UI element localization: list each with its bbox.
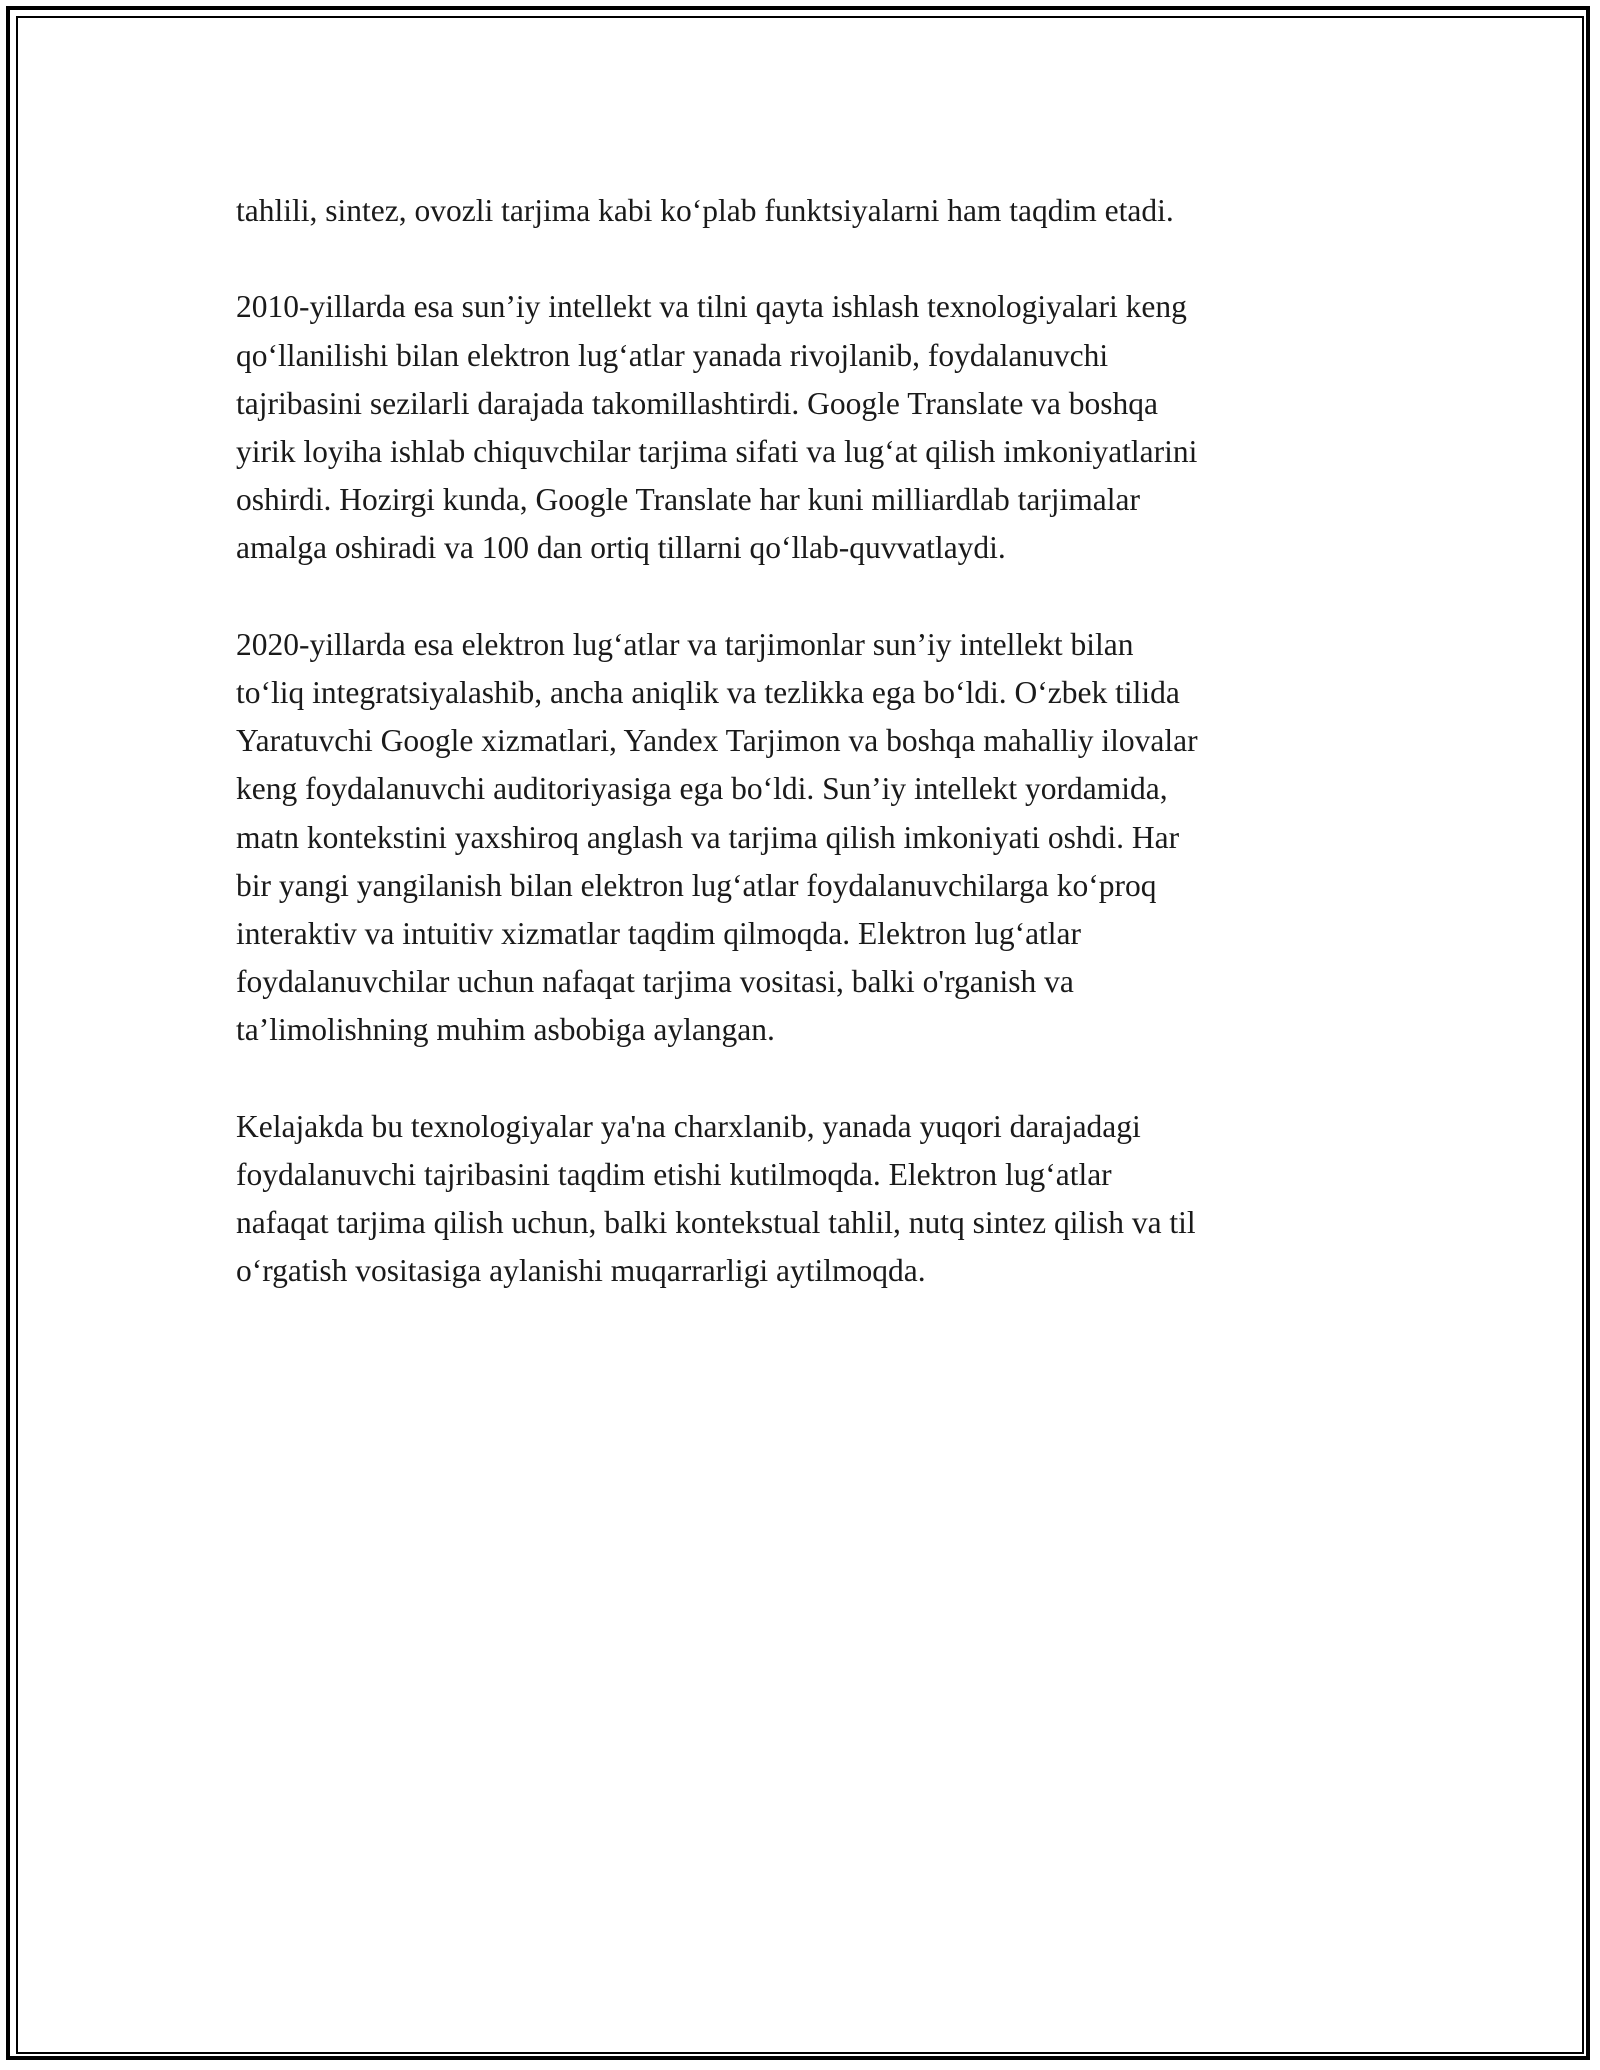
- paragraph-2: [236, 283, 1376, 572]
- text-line: ta’limolishning muhim asbobiga aylangan.: [236, 1012, 775, 1048]
- text-line: oshirdi. Hozirgi kunda, Google Translate har kuni milliardlab tarjimalar: [236, 482, 1140, 518]
- text-line: qo‘llanilishi bilan elektron lug‘atlar yanada rivojlanib, foydalanuvchi: [236, 337, 1109, 373]
- text-line: foydalanuvchilar uchun nafaqat tarjima vositasi, balki o'rganish va: [236, 964, 1074, 1000]
- text-line: tahlili, sintez, ovozli tarjima kabi ko‘plab funktsiyalarni ham taqdim etadi.: [236, 193, 1174, 228]
- text-line: amalga oshiradi va 100 dan ortiq tillarni qo‘llab-quvvatlaydi.: [236, 530, 1006, 566]
- text-line: Kelajakda bu texnologiyalar ya'na charxlanib, yanada yuqori darajadagi: [236, 1108, 1141, 1144]
- paragraph-4: [236, 1103, 1376, 1296]
- paragraph-1: [236, 187, 1376, 235]
- text-line: o‘rgatish vositasiga aylanishi muqarrarligi aytilmoqda.: [236, 1253, 926, 1289]
- text-line: foydalanuvchi tajribasini taqdim etishi kutilmoqda. Elektron lug‘atlar: [236, 1157, 1112, 1193]
- text-line: nafaqat tarjima qilish uchun, balki kontekstual tahlil, nutq sintez qilish va til: [236, 1205, 1196, 1241]
- text-line: Yaratuvchi Google xizmatlari, Yandex Tarjimon va boshqa mahalliy ilovalar: [236, 723, 1198, 759]
- paragraph-3: [236, 621, 1376, 1055]
- document-body: [236, 187, 1376, 1296]
- text-line: 2010-yillarda esa sun’iy intellekt va tilni qayta ishlash texnologiyalari keng: [236, 289, 1187, 325]
- text-line: matn kontekstini yaxshiroq anglash va tarjima qilish imkoniyati oshdi. Har: [236, 819, 1180, 855]
- text-line: keng foydalanuvchi auditoriyasiga ega bo‘ldi. Sun’iy intellekt yordamida,: [236, 771, 1168, 807]
- text-line: bir yangi yangilanish bilan elektron lug‘atlar foydalanuvchilarga ko‘proq: [236, 867, 1157, 903]
- text-line: 2020-yillarda esa elektron lug‘atlar va tarjimonlar sun’iy intellekt bilan: [236, 626, 1134, 662]
- text-line: yirik loyiha ishlab chiquvchilar tarjima sifati va lug‘at qilish imkoniyatlarini: [236, 434, 1198, 469]
- text-line: interaktiv va intuitiv xizmatlar taqdim qilmoqda. Elektron lug‘atlar: [236, 916, 1082, 952]
- text-line: tajribasini sezilarli darajada takomillashtirdi. Google Translate va boshqa: [236, 385, 1159, 421]
- text-line: to‘liq integratsiyalashib, ancha aniqlik va tezlikka ega bo‘ldi. O‘zbek tilida: [236, 675, 1180, 710]
